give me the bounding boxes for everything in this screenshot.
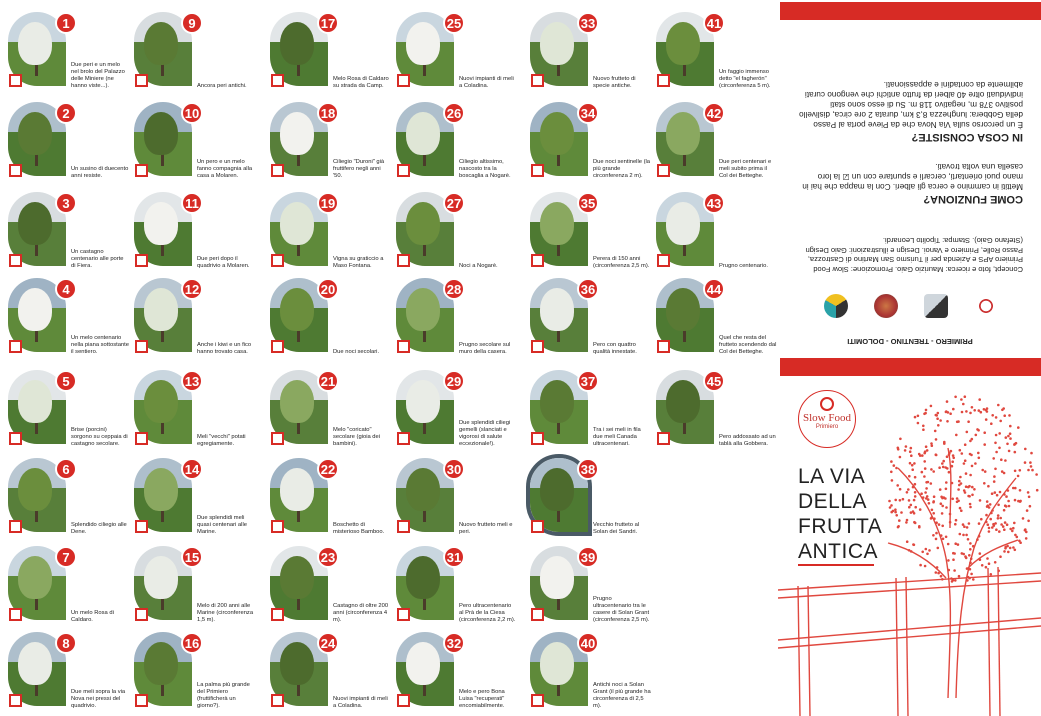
found-checkbox[interactable] (657, 74, 670, 87)
found-checkbox[interactable] (9, 694, 22, 707)
what-is-it-section (797, 79, 1023, 142)
stop-number-badge: 42 (703, 102, 725, 124)
stop-number-badge: 18 (317, 102, 339, 124)
found-checkbox[interactable] (397, 254, 410, 267)
tree-stop (0, 270, 128, 358)
found-checkbox[interactable] (657, 340, 670, 353)
stop-number-badge: 14 (181, 458, 203, 480)
tree-stop (0, 538, 128, 626)
found-checkbox[interactable] (271, 74, 284, 87)
found-checkbox[interactable] (271, 694, 284, 707)
stop-number-badge: 44 (703, 278, 725, 300)
tree-stop (0, 184, 128, 272)
tourism-logo-icon (824, 294, 848, 318)
tree-stop (648, 362, 776, 450)
how-text: Mettiti in cammino e cerca gli alberi. Con la mappa che hai in mano puoi orientarti, cercarli e spuntare con un ☑ la loro casella una volta trovati. (802, 162, 1023, 191)
stop-caption: Vecchio frutteto al Solan dei Sandri. (593, 522, 640, 535)
found-checkbox[interactable] (135, 608, 148, 621)
stop-caption: Nuovo frutteto di specie antiche. (593, 76, 636, 89)
tree-stop (648, 4, 776, 92)
found-checkbox[interactable] (397, 432, 410, 445)
tree-stop (126, 184, 254, 272)
found-checkbox[interactable] (397, 608, 410, 621)
tree-stop (522, 450, 650, 538)
tree-stop (522, 4, 650, 92)
found-checkbox[interactable] (531, 608, 544, 621)
found-checkbox[interactable] (657, 164, 670, 177)
how-title: COME FUNZIONA? (923, 193, 1023, 205)
stop-caption: Prugno ultracentenario tra le casere di Solan Grant (circonferenza 2,5 m). (593, 596, 650, 623)
stop-number-badge: 40 (577, 632, 599, 654)
stop-number-badge: 26 (443, 102, 465, 124)
tree-stop (522, 538, 650, 626)
found-checkbox[interactable] (9, 520, 22, 533)
stop-caption: Due peri dopo il quadrivio a Molaren. (197, 256, 250, 269)
tree-stop (262, 538, 390, 626)
stop-caption: Castagno di oltre 200 anni (circonferenza 4 m). (333, 603, 389, 623)
logo-brand: Slow Food (803, 412, 851, 424)
tree-stop (262, 624, 390, 712)
brochure-title (798, 464, 882, 564)
stop-caption: Tra i sei meli in fila due meli Canada ultracentenari. (593, 427, 641, 447)
stop-caption: Un melo centenario nella piana sottostante il sentiero. (71, 335, 130, 355)
tree-stop (388, 94, 516, 182)
what-text: È un percorso sulla Via Nova che da Pieve porta al Passo della Gobbera: lunghezza 8,3 km, durata 2 ore circa, dislivello positivo 378 m, negativo 118 m. Su di esso sono stati individuati oltre 40 alberi da frutto antichi che vengono curati abilmente da contadini e appassionati. (799, 80, 1023, 129)
tree-stop (262, 184, 390, 272)
found-checkbox[interactable] (9, 164, 22, 177)
found-checkbox[interactable] (9, 432, 22, 445)
found-checkbox[interactable] (9, 608, 22, 621)
stop-number-badge: 35 (577, 192, 599, 214)
tree-stop (0, 450, 128, 538)
tree-stop (126, 450, 254, 538)
stop-number-badge: 7 (55, 546, 77, 568)
found-checkbox[interactable] (9, 340, 22, 353)
stop-caption: Melo Rosa di Caldaro su strada da Camp. (333, 76, 389, 89)
slow-food-logo-icon (974, 294, 998, 318)
tree-stop (522, 184, 650, 272)
stop-number-badge: 45 (703, 370, 725, 392)
found-checkbox[interactable] (531, 164, 544, 177)
found-checkbox[interactable] (271, 340, 284, 353)
stop-caption: Nuovo frutteto meli e peri. (459, 522, 513, 535)
found-checkbox[interactable] (397, 164, 410, 177)
tree-stop (126, 538, 254, 626)
credits-text: Concept, foto e ricerca: Maurizio Gaio. Promozione: Slow Food Primiero APS e Azienda per il Turismo San Martino di Castrozza, Passo Rolle, Primiero e Vanoi. Design e illustrazioni: Gaio Design (Stefano Gaio). Stampa: Tipolito Leonardi. (805, 236, 1023, 274)
tree-stop (262, 362, 390, 450)
stop-caption: Noci a Nogarè. (459, 263, 498, 269)
stop-number-badge: 4 (55, 278, 77, 300)
stop-number-badge: 31 (443, 546, 465, 568)
stop-caption: Boschetto di misterioso Bamboo. (333, 522, 385, 535)
found-checkbox[interactable] (657, 254, 670, 267)
title-line: LA VIA (798, 465, 866, 488)
gal-logo-icon (924, 294, 948, 318)
stop-number-badge: 32 (443, 632, 465, 654)
tree-stop (126, 362, 254, 450)
tree-stop (0, 624, 128, 712)
stop-caption: Nuovi impianti di meli a Coladina. (333, 696, 388, 709)
stop-caption: Un faggio immenso detto "el fagherön" (circonferenza 5 m). (719, 69, 771, 89)
tree-stop (522, 270, 650, 358)
found-checkbox[interactable] (271, 608, 284, 621)
stop-number-badge: 9 (181, 12, 203, 34)
tree-stop (126, 624, 254, 712)
found-checkbox[interactable] (397, 694, 410, 707)
stop-number-badge: 3 (55, 192, 77, 214)
stop-caption: Pero con quattro qualità innestate. (593, 342, 637, 355)
tree-stop (388, 184, 516, 272)
stop-number-badge: 43 (703, 192, 725, 214)
stop-caption: Due peri e un melo nel brolo del Palazzo delle Miniere (ne hanno viste...). (71, 62, 125, 89)
stop-number-badge: 12 (181, 278, 203, 300)
stop-number-badge: 29 (443, 370, 465, 392)
top-red-bar (780, 2, 1041, 20)
title-line: FRUTTA (798, 515, 883, 538)
tree-stop (388, 4, 516, 92)
tree-stop (262, 4, 390, 92)
tree-stop (0, 4, 128, 92)
found-checkbox[interactable] (531, 74, 544, 87)
found-checkbox[interactable] (657, 432, 670, 445)
title-line: DELLA (798, 490, 868, 513)
tree-stop (522, 624, 650, 712)
tree-stop (388, 538, 516, 626)
found-checkbox[interactable] (531, 694, 544, 707)
found-checkbox[interactable] (135, 520, 148, 533)
stop-number-badge: 39 (577, 546, 599, 568)
stop-number-badge: 1 (55, 12, 77, 34)
tree-stop (262, 94, 390, 182)
title-underline (798, 564, 874, 566)
tree-stop (126, 270, 254, 358)
tree-stop (262, 450, 390, 538)
found-checkbox[interactable] (271, 520, 284, 533)
found-checkbox[interactable] (271, 254, 284, 267)
tree-stop (126, 4, 254, 92)
found-checkbox[interactable] (9, 254, 22, 267)
stop-number-badge: 27 (443, 192, 465, 214)
found-checkbox[interactable] (9, 74, 22, 87)
how-it-works-section (797, 161, 1023, 204)
what-title: IN COSA CONSISTE? (911, 131, 1023, 143)
stop-number-badge: 8 (55, 632, 77, 654)
stop-number-badge: 34 (577, 102, 599, 124)
stop-caption: Pero ultracentenario al Prà de la Ciesa (circonferenza 2,2 m). (459, 603, 516, 623)
stop-number-badge: 24 (317, 632, 339, 654)
stop-caption: Melo e pero Bona Luisa "recuperati" encomiabilmente. (459, 689, 505, 709)
stop-caption: Due meli sopra la via Nova nei pressi del quadrivio. (71, 689, 126, 709)
tree-stop (0, 362, 128, 450)
stop-caption: Splendido ciliegio alle Dene. (71, 522, 127, 535)
tree-stop (262, 270, 390, 358)
stop-caption: Ciliegio altissimo, nascosto tra la boscaglia a Nogarè. (459, 159, 511, 179)
stop-caption: Due splendidi ciliegi gemelli (slanciati e vigorosi di salute eccezionale!). (459, 420, 511, 447)
found-checkbox[interactable] (531, 254, 544, 267)
stop-caption: Due peri centenari e meli subito prima il Col dei Betteghe. (719, 159, 772, 179)
stop-number-badge: 30 (443, 458, 465, 480)
tree-stop (648, 270, 776, 358)
cover-panel (778, 0, 1041, 716)
tree-stop (126, 94, 254, 182)
front-cover (778, 378, 1041, 716)
stop-number-badge: 13 (181, 370, 203, 392)
stop-number-badge: 33 (577, 12, 599, 34)
stop-caption: Due noci sentinelle (la più grande circonferenza 2 m). (593, 159, 651, 179)
snail-icon (820, 397, 834, 411)
stop-caption: Melo di 200 anni alle Marine (circonferenza 1,5 m). (197, 603, 254, 623)
stop-caption: Ancora peri antichi. (197, 83, 247, 89)
stop-caption: Un susino di duecento anni resiste. (71, 166, 129, 179)
stop-caption: Quel che resta del frutteto scendendo dal Col dei Betteghe. (719, 335, 777, 355)
stop-number-badge: 37 (577, 370, 599, 392)
stop-number-badge: 21 (317, 370, 339, 392)
stop-number-badge: 41 (703, 12, 725, 34)
found-checkbox[interactable] (135, 340, 148, 353)
coat-of-arms-icon (874, 294, 898, 318)
stop-number-badge: 15 (181, 546, 203, 568)
found-checkbox[interactable] (531, 340, 544, 353)
found-checkbox[interactable] (135, 254, 148, 267)
found-checkbox[interactable] (271, 164, 284, 177)
stop-number-badge: 28 (443, 278, 465, 300)
tree-stop (648, 94, 776, 182)
tree-stop (388, 450, 516, 538)
stop-number-badge: 36 (577, 278, 599, 300)
stop-caption: Pero addossato ad un tablà alla Gobbera. (719, 434, 776, 447)
stop-caption: Un melo Rosa di Caldaro. (71, 610, 114, 623)
found-checkbox[interactable] (397, 520, 410, 533)
found-checkbox[interactable] (135, 164, 148, 177)
stop-caption: Nuovi impianti di meli a Coladina. (459, 76, 514, 89)
stop-number-badge: 6 (55, 458, 77, 480)
found-checkbox[interactable] (531, 432, 544, 445)
stop-number-badge: 5 (55, 370, 77, 392)
stop-number-badge: 38 (577, 458, 599, 480)
sponsor-logos (811, 286, 1011, 326)
stop-caption: Un pero e un melo fanno compagnia alla casa a Molaren. (197, 159, 253, 179)
stop-number-badge: 11 (181, 192, 203, 214)
title-line: ANTICA (798, 540, 879, 563)
stop-caption: Ciliegio "Duroni" già fruttifero negli anni '50. (333, 159, 385, 179)
stop-caption: Melo "coricato" secolare (gioia dei bambini). (333, 427, 381, 447)
found-checkbox[interactable] (397, 340, 410, 353)
stop-caption: Due splendidi meli quasi centenari alle Marine. (197, 515, 247, 535)
tree-stop (0, 94, 128, 182)
stop-caption: Due noci secolari. (333, 349, 380, 355)
stop-number-badge: 23 (317, 546, 339, 568)
stop-number-badge: 17 (317, 12, 339, 34)
stop-caption: Anche i kiwi e un fico hanno trovato casa. (197, 342, 252, 355)
stop-caption: Perera di 150 anni (circonferenza 2,5 m). (593, 256, 650, 269)
stop-number-badge: 22 (317, 458, 339, 480)
tree-stop (388, 362, 516, 450)
middle-red-bar (780, 358, 1041, 376)
found-checkbox[interactable] (531, 520, 544, 533)
stop-number-badge: 16 (181, 632, 203, 654)
found-checkbox[interactable] (135, 432, 148, 445)
stop-caption: Vigna su graticcio a Maso Fontana. (333, 256, 384, 269)
found-checkbox[interactable] (397, 74, 410, 87)
stop-number-badge: 25 (443, 12, 465, 34)
region-label: PRIMIERO - TRENTINO - DOLOMITI (847, 337, 973, 346)
stop-caption: Un castagno centenario alle porte di Fiera. (71, 249, 124, 269)
stop-caption: Brise (porcini) sorgono su ceppaia di castagno secolare. (71, 427, 128, 447)
tree-stop (388, 624, 516, 712)
stop-caption: La palma più grande del Primiero (fruttificherà un giorno?). (197, 682, 250, 709)
logo-subtitle: Primiero (815, 424, 839, 430)
tree-stop (388, 270, 516, 358)
stop-caption: Prugno secolare sul muro della casera. (459, 342, 511, 355)
found-checkbox[interactable] (135, 694, 148, 707)
stop-caption: Meli "vecchi" potati egregiamente. (197, 434, 246, 447)
found-checkbox[interactable] (271, 432, 284, 445)
tree-stop (648, 184, 776, 272)
stop-number-badge: 20 (317, 278, 339, 300)
tree-stop (522, 94, 650, 182)
found-checkbox[interactable] (135, 74, 148, 87)
stop-caption: Prugno centenario. (719, 263, 768, 269)
stop-number-badge: 19 (317, 192, 339, 214)
stop-caption: Antichi noci a Solan Grant (il più grande ha circonferenza di 2,5 m). (593, 682, 651, 709)
stop-number-badge: 2 (55, 102, 77, 124)
stop-number-badge: 10 (181, 102, 203, 124)
back-cover-upside-down (778, 20, 1041, 358)
tree-stop (522, 362, 650, 450)
slow-food-logo (798, 390, 856, 448)
